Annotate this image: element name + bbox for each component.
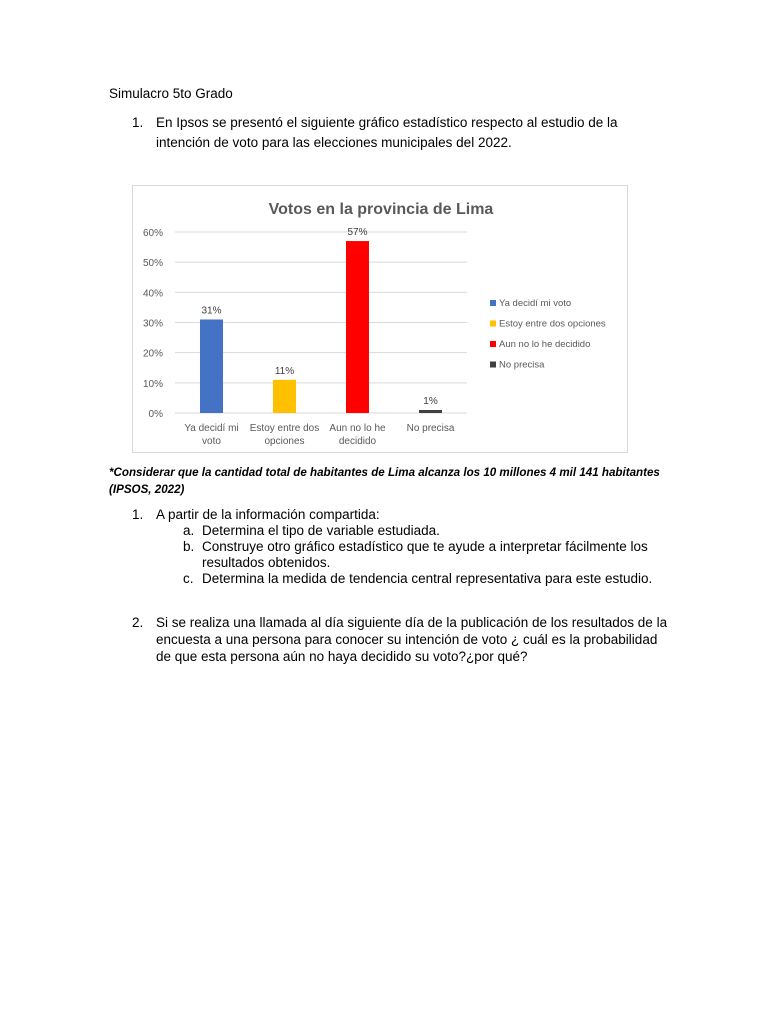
question-1-text: En Ipsos se presentó el siguiente gráfico estadístico respecto al estudio de la intención de voto para las elecciones municipales del 2022. <box>156 115 618 150</box>
question-1 <box>132 113 672 153</box>
y-tick-label: 10% <box>142 378 163 390</box>
bar-chart <box>132 185 628 453</box>
bar <box>200 319 223 413</box>
sub-question-text: Determina el tipo de variable estudiada. <box>202 523 440 538</box>
sub-question-letter: b. <box>183 539 195 554</box>
x-tick-label: Estoy entre dos <box>249 423 320 434</box>
y-tick-label: 0% <box>148 409 163 420</box>
bar <box>419 410 442 413</box>
sub-question-a <box>183 523 672 539</box>
x-tick-label: Ya decidí mi <box>184 423 239 434</box>
y-tick-label: 40% <box>142 288 163 300</box>
x-tick-label: opciones <box>264 436 305 447</box>
legend-swatch <box>490 362 496 368</box>
population-note: *Considerar que la cantidad total de habitantes de Lima alcanza los 10 millones 4 mil 141 habitantes (IPSOS, 2022) <box>109 466 660 496</box>
data-label: 57% <box>347 227 368 239</box>
y-tick-label: 30% <box>142 318 163 330</box>
y-tick-label: 50% <box>142 258 163 270</box>
document-title: Simulacro 5to Grado <box>109 86 233 101</box>
question-2 <box>132 614 672 665</box>
x-tick-label: Aun no lo he <box>329 423 386 434</box>
sub-questions-intro: A partir de la información compartida: <box>156 507 380 522</box>
bar <box>346 241 369 413</box>
x-tick-label: voto <box>202 436 221 447</box>
y-tick-label: 20% <box>142 348 163 360</box>
sub-questions-number: 1. <box>132 507 144 522</box>
legend-label: Estoy entre dos opciones <box>499 318 606 330</box>
legend-label: Ya decidí mi voto <box>499 298 572 309</box>
sub-questions <box>132 507 672 587</box>
sub-question-letter: c. <box>183 571 194 586</box>
x-tick-label: decidido <box>338 436 377 447</box>
bar <box>273 380 296 413</box>
legend-swatch <box>490 321 496 327</box>
chart-svg <box>133 186 629 454</box>
sub-question-letter: a. <box>183 523 195 538</box>
y-tick-label: 60% <box>142 228 163 239</box>
sub-question-text: Determina la medida de tendencia central representativa para este estudio. <box>202 571 653 586</box>
legend-swatch <box>490 341 496 347</box>
x-tick-label: No precisa <box>406 423 455 434</box>
sub-question-text: Construye otro gráfico estadístico que te ayude a interpretar fácilmente los resultados obtenidos. <box>202 539 648 570</box>
question-2-number: 2. <box>132 615 144 630</box>
legend-label: No precisa <box>499 359 545 371</box>
question-1-number: 1. <box>132 115 144 130</box>
sub-question-b <box>183 539 672 571</box>
chart-title: Votos en la provincia de Lima <box>268 201 494 218</box>
data-label: 11% <box>274 365 295 377</box>
data-label: 31% <box>201 305 222 317</box>
legend-label: Aun no lo he decidido <box>499 339 591 350</box>
data-label: 1% <box>423 395 438 407</box>
sub-question-c <box>183 571 672 587</box>
question-2-text: Si se realiza una llamada al día siguiente día de la publicación de los resultados de la encuesta a una persona para conocer su intención de voto ¿ cuál es la probabilidad de que esta persona aún no haya decidido su voto?¿por qué? <box>156 615 668 664</box>
legend-swatch <box>490 300 496 306</box>
